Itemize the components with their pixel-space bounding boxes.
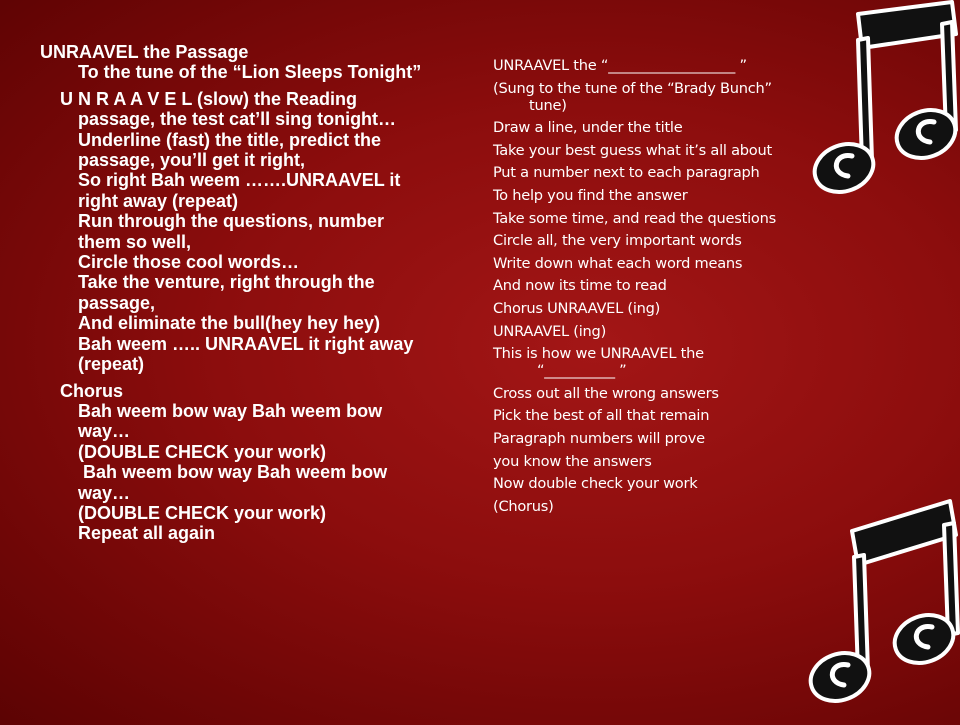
lyric-line-part: “__________ ”: [537, 362, 627, 380]
lyric-line: Now double check your work: [493, 475, 698, 493]
verse-line: Take the venture, right through the: [78, 272, 375, 293]
verse-line: right away (repeat): [78, 190, 239, 211]
verse-line: them so well,: [78, 231, 192, 252]
chorus-line: Bah weem bow way Bah weem bow: [78, 462, 388, 483]
verse-line: passage, you’ll get it right,: [78, 150, 306, 171]
lyric-line: Write down what each word means: [493, 254, 743, 272]
verse-line: And eliminate the bull(hey hey hey): [78, 313, 381, 334]
music-note-icon: [800, 495, 960, 720]
verse-line: Underline (fast) the title, predict the: [78, 129, 382, 150]
music-note-icon: [800, 0, 960, 220]
lyric-line: Chorus UNRAAVEL (ing): [493, 299, 661, 317]
lyric-line: To help you find the answer: [493, 186, 688, 204]
lyric-line: Take some time, and read the questions: [493, 209, 776, 227]
right-subtitle-line: (Sung to the tune of the “Brady Bunch”: [493, 79, 772, 97]
verse-line: So right Bah weem …….UNRAAVEL it: [78, 170, 401, 191]
left-title-line: UNRAAVEL the Passage: [40, 42, 249, 62]
chorus-line: way…: [78, 482, 131, 503]
left-title: [40, 42, 470, 83]
chorus-line: way…: [78, 421, 131, 442]
chorus-line: (DOUBLE CHECK your work): [78, 502, 327, 523]
right-title: UNRAAVEL the “__________________ ”: [493, 57, 747, 74]
chorus-label: Chorus: [60, 380, 123, 401]
lion-sleeps-lyrics: [40, 42, 470, 544]
lyric-line: Pick the best of all that remain: [493, 407, 710, 425]
right-subtitle: [493, 80, 838, 114]
verse-line: Run through the questions, number: [78, 211, 384, 232]
verse-line: Circle those cool words…: [78, 252, 300, 273]
lyric-line: Cross out all the wrong answers: [493, 384, 719, 402]
chorus-paragraph: [40, 381, 470, 544]
brady-bunch-lyrics: [493, 57, 838, 520]
verse-paragraph: [40, 89, 470, 375]
lyric-line: UNRAAVEL (ing): [493, 322, 607, 340]
left-subtitle-line: To the tune of the “Lion Sleeps Tonight”: [78, 62, 422, 83]
chorus-line: Repeat all again: [78, 523, 216, 544]
verse-line: (repeat): [78, 354, 145, 375]
lyric-line: you know the answers: [493, 452, 652, 470]
lyric-line: Take your best guess what it’s all about: [493, 141, 772, 159]
lyric-line-part: This is how we UNRAAVEL the: [493, 345, 704, 363]
lyric-line: Paragraph numbers will prove: [493, 429, 705, 447]
chorus-line: (DOUBLE CHECK your work): [78, 441, 327, 462]
verse-line: Bah weem ….. UNRAAVEL it right away: [78, 333, 414, 354]
lyric-line: (Chorus): [493, 497, 554, 515]
lyric-line: Put a number next to each paragraph: [493, 164, 760, 182]
lyric-line: Draw a line, under the title: [493, 119, 683, 137]
verse-line: passage, the test cat’ll sing tonight…: [78, 109, 397, 130]
lyric-line: And now its time to read: [493, 277, 667, 295]
chorus-line: Bah weem bow way Bah weem bow: [78, 400, 383, 421]
lyric-line: Circle all, the very important words: [493, 232, 742, 250]
verse-line: U N R A A V E L (slow) the Reading: [60, 88, 358, 109]
lyric-line: [493, 345, 838, 379]
verse-line: passage,: [78, 292, 156, 313]
right-subtitle-line: tune): [529, 96, 567, 114]
